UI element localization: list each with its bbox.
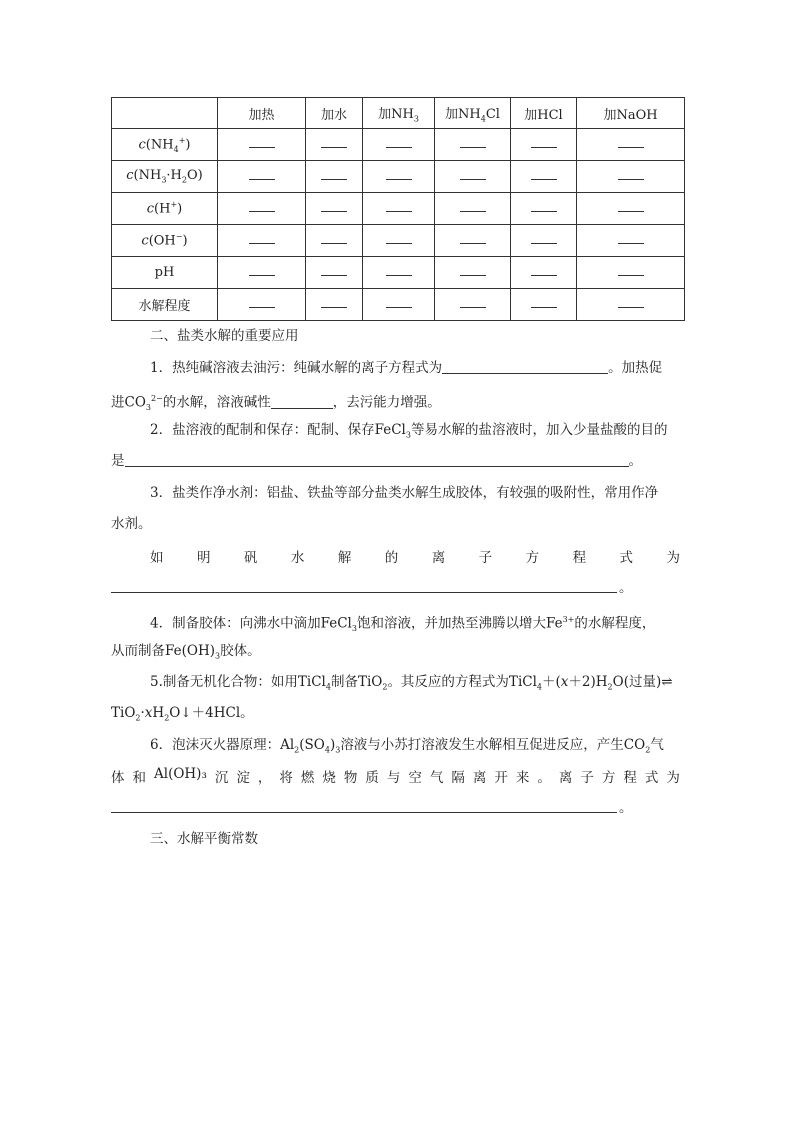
spread-char: 矾	[243, 550, 258, 566]
answer-blank[interactable]	[531, 298, 557, 308]
header-cell-empty	[112, 98, 218, 129]
spread-char: 开	[494, 770, 508, 786]
header-cell-heat: 加热	[218, 98, 306, 129]
table-row	[112, 225, 685, 257]
spread-char: Al(OH)₃	[154, 766, 207, 782]
row-label: $c(NH_3\cdot H_2O)$	[112, 161, 218, 193]
spread-char: 淀	[236, 770, 250, 786]
table-row	[112, 289, 685, 321]
answer-blank[interactable]	[321, 298, 347, 308]
answer-blank[interactable]	[125, 452, 629, 467]
row-label: pH	[112, 257, 218, 289]
row-label: c(OH−)	[112, 225, 218, 257]
row-label: c(H+)	[112, 193, 218, 225]
answer-blank[interactable]	[271, 394, 333, 409]
answer-blank[interactable]	[531, 138, 557, 148]
answer-blank[interactable]	[386, 266, 412, 276]
item4-line2: 从而制备$Fe(OH)_3$胶体。	[111, 643, 261, 661]
spread-char: 气	[429, 770, 444, 786]
header-cell-naoh: 加NaOH	[577, 98, 685, 129]
spread-char: 方	[601, 770, 616, 786]
spread-char: 与	[386, 770, 401, 786]
item3-line1: 3．盐类作净水剂：铝盐、铁盐等部分盐类水解生成胶体，有较强的吸附性，常用作净	[150, 485, 659, 501]
answer-blank[interactable]	[249, 138, 275, 148]
answer-blank[interactable]	[386, 138, 412, 148]
answer-blank[interactable]	[618, 234, 644, 244]
spread-char: 子	[478, 550, 493, 566]
answer-blank[interactable]	[249, 298, 275, 308]
item3-line2: 水剂。	[111, 516, 152, 532]
spread-char: 隔	[451, 770, 465, 786]
item6-line1: 6．泡沫灭火器原理：$Al_2(SO_4)_3$溶液与小苏打溶液发生水解相互促进反应，产生$CO_2$气	[150, 737, 664, 755]
answer-blank[interactable]	[618, 138, 644, 148]
spread-char: 空	[408, 770, 422, 786]
spread-char: 将	[279, 770, 293, 786]
item1-line1: 1．热纯碱溶液去油污：纯碱水解的离子方程式为 。加热促	[150, 360, 663, 376]
item3-end: 。	[619, 580, 633, 596]
answer-blank[interactable]	[460, 234, 486, 244]
answer-blank[interactable]	[460, 298, 486, 308]
spread-char: 式	[619, 550, 634, 566]
answer-blank[interactable]	[531, 234, 557, 244]
answer-blank[interactable]	[321, 138, 347, 148]
answer-blank[interactable]	[618, 298, 644, 308]
spread-char: 式	[644, 770, 659, 786]
spread-char: 明	[196, 550, 211, 566]
answer-blank[interactable]	[321, 266, 347, 276]
spread-char: 烧	[322, 770, 336, 786]
spread-char: 沉	[214, 770, 229, 786]
header-cell-nh4cl: 加$NH_4Cl$	[435, 98, 511, 129]
answer-blank[interactable]	[460, 170, 486, 180]
hydrolysis-factor-table	[111, 97, 685, 321]
answer-blank[interactable]	[321, 170, 347, 180]
answer-blank[interactable]	[249, 202, 275, 212]
spread-char: 物	[343, 770, 358, 786]
table-row	[112, 161, 685, 193]
item5-line2: $TiO_2\cdot xH_2O↓+4HCl$。	[111, 705, 254, 723]
header-cell-hcl: 加HCl	[511, 98, 577, 129]
spread-char: 和	[132, 770, 146, 786]
spread-char: 质	[365, 770, 379, 786]
answer-blank[interactable]	[321, 202, 347, 212]
item4-line1: 4．制备胶体：向沸水中滴加FeCl$_3$饱和溶液，并加热至沸腾以增大$Fe^{3+}$的水解程度，	[150, 615, 656, 634]
answer-blank[interactable]	[460, 266, 486, 276]
section-heading-applications: 二、盐类水解的重要应用	[150, 328, 299, 344]
spread-char: 程	[572, 550, 587, 566]
spread-char: 离	[558, 770, 573, 786]
section-heading-constant: 三、水解平衡常数	[150, 831, 258, 847]
item1-line2: 进$CO_3^{2-}$的水解，溶液碱性 ，去污能力增强。	[111, 394, 441, 413]
answer-blank[interactable]	[460, 202, 486, 212]
spread-char: 如	[150, 550, 164, 566]
spread-char: 体	[111, 770, 125, 786]
spread-char: 。	[537, 770, 551, 786]
answer-blank[interactable]	[111, 812, 617, 813]
spread-char: 解	[337, 550, 352, 566]
spread-char: 方	[525, 550, 540, 566]
item6-spread-line	[111, 766, 680, 786]
spread-char: ，	[257, 770, 272, 786]
spread-char: 燃	[300, 770, 315, 786]
item2-line2: 是 。	[111, 453, 642, 469]
spread-char: 的	[384, 550, 399, 566]
spread-char: 为	[666, 770, 680, 786]
answer-blank[interactable]	[386, 170, 412, 180]
answer-blank[interactable]	[531, 202, 557, 212]
table-row	[112, 193, 685, 225]
answer-blank[interactable]	[618, 170, 644, 180]
answer-blank[interactable]	[386, 202, 412, 212]
answer-blank[interactable]	[442, 359, 608, 374]
item2-line1: 2．盐溶液的配制和保存：配制、保存FeCl$_3$等易水解的盐溶液时，加入少量盐酸的目的	[150, 422, 668, 440]
spread-char: 水	[290, 550, 305, 566]
answer-blank[interactable]	[249, 266, 275, 276]
row-label: 水解程度	[112, 289, 218, 321]
answer-blank[interactable]	[618, 266, 644, 276]
answer-blank[interactable]	[321, 234, 347, 244]
spread-char: 离	[472, 770, 487, 786]
header-cell-water: 加水	[306, 98, 363, 129]
answer-blank[interactable]	[111, 592, 617, 593]
answer-blank[interactable]	[249, 170, 275, 180]
answer-blank[interactable]	[249, 234, 275, 244]
spread-char: 为	[666, 550, 680, 566]
spread-char: 离	[431, 550, 446, 566]
header-cell-nh3: 加$NH_3$	[363, 98, 435, 129]
table-header-row	[112, 98, 685, 129]
table-row	[112, 257, 685, 289]
row-label: $c(NH_4^+)$	[112, 129, 218, 161]
answer-blank[interactable]	[531, 170, 557, 180]
spread-char: 子	[580, 770, 594, 786]
item3-spread-line	[150, 546, 680, 566]
item6-end: 。	[619, 800, 633, 816]
table-row	[112, 129, 685, 161]
spread-char: 程	[623, 770, 637, 786]
answer-blank[interactable]	[618, 202, 644, 212]
answer-blank[interactable]	[531, 266, 557, 276]
answer-blank[interactable]	[386, 234, 412, 244]
answer-blank[interactable]	[386, 298, 412, 308]
answer-blank[interactable]	[460, 138, 486, 148]
spread-char: 来	[515, 770, 530, 786]
item5-line1: 5.制备无机化合物：如用TiCl$_4$制备TiO$_2$。其反应的方程式为$TiCl_4+(x+2)H_2O$(过量)⇌	[150, 674, 673, 692]
